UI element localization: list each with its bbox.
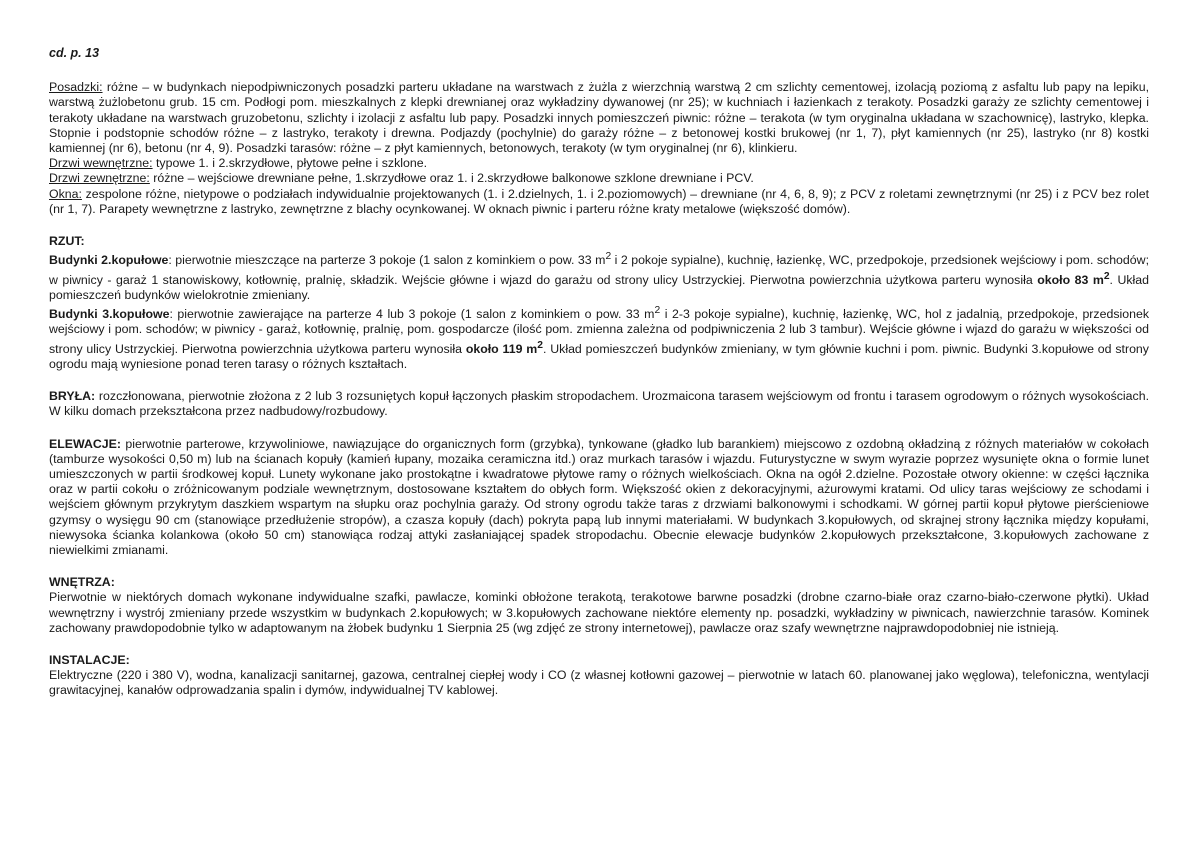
instalacje-paragraph: Elektryczne (220 i 380 V), wodna, kanalizacji sanitarnej, gazowa, centralnej ciepłej wody i CO (z własnej kotłowni gazowej – pierwotnie w latach 60. planowanej jako węglowa), telefoniczna, wentylacji grawitacyjnej, kanałów odprowadzania spalin i dymów, indywidualnej TV kablowej. — [49, 668, 1149, 698]
elewacje-section — [49, 437, 1149, 559]
bryla-text: rozczłonowana, pierwotnie złożona z 2 lub 3 rozsuniętych kopuł łączonych płaskim stropodachem. Urozmaicona tarasem wejściowym od frontu i tarasem ogrodowym o różnych wysokościach. W kilku domach przekształcona przez nadbudowy/rozbudowy. — [49, 389, 1149, 419]
drzwi-wewnetrzne-text: typowe 1. i 2.skrzydłowe, płytowe pełne i szklone. — [152, 156, 428, 171]
wnetrza-section — [49, 575, 1149, 636]
drzwi-wewnetrzne-paragraph — [49, 156, 1149, 171]
drzwi-zewnetrzne-text: różne – wejściowe drewniane pełne, 1.skrzydłowe oraz 1. i 2.skrzydłowe balkonowe szklone drewniane i PCV. — [149, 171, 754, 186]
wnetrza-paragraph: Pierwotnie w niektórych domach wykonane indywidualne szafki, pawlacze, kominki obłożone terakotą, terakotowe barwne posadzki (drobne czarno-białe oraz czarno-biało-czerwone płytki). Układ wewnętrzny i wystrój zmieniany przede wszystkim w budynkach 2.kopułowych; w 3.kopułowych zachowane niektóre elementy np. posadzki, wykładziny w piwnicach, nawierzchnie tarasów. Kominek zachowany prawdopodobnie tylko w adaptowanym na żłobek budynku 1 Sierpnia 25 (wg zdjęć ze strony internetowej), pawlacze oraz szafy wewnętrzne najprawdopodobniej nie istnieją. — [49, 590, 1149, 635]
budynki-3-text-c: . Układ pomieszczeń budynków zmieniany, w tym głównie kuchni i pom. piwnic. Budynki 3.kopułowe od strony ogrodu mają wyniesione ponad teren tarasy o różnych kształtach. — [49, 341, 1149, 371]
budynki-2-text-b: i 2 pokoje sypialne), kuchnię, łazienkę, WC, przedpokoje, przedsionek wejściowy i pom. schodów; w piwnicy - garaż 1 stanowiskowy, kotłownię, pralnię, składzik. Wejście główne i wjazd do garażu od strony ulicy Ustrzyckiej. Pierwotna powierzchnia użytkowa parteru wynosiła — [49, 253, 1149, 287]
budynki-3-label: Budynki 3.kopułowe — [49, 307, 170, 322]
instalacje-section — [49, 653, 1149, 699]
okna-label: Okna: — [49, 186, 82, 201]
elewacje-heading: ELEWACJE: — [49, 436, 122, 451]
bryla-paragraph — [49, 389, 1149, 419]
budynki-3-area: około 119 m — [465, 341, 538, 356]
budynki-3-text-a: : pierwotnie zawierające na parterze 4 lub 3 pokoje (1 salon z kominkiem o pow. 33 m — [169, 307, 655, 322]
rzut-budynki-2-paragraph — [49, 249, 1149, 303]
budynki-2-area: około 83 m — [1037, 272, 1104, 287]
drzwi-zewnetrzne-label: Drzwi zewnętrzne: — [49, 171, 150, 186]
rzut-budynki-3-paragraph — [49, 303, 1149, 372]
budynki-2-label: Budynki 2.kopułowe — [49, 253, 169, 268]
budynki-2-text-a: : pierwotnie mieszczące na parterze 3 pokoje (1 salon z kominkiem o pow. 33 m — [168, 253, 606, 268]
okna-paragraph — [49, 187, 1149, 217]
page-header: cd. p. 13 — [49, 46, 100, 60]
budynki-2-area-sup: 2 — [1103, 270, 1110, 282]
posadzki-paragraph — [49, 80, 1149, 156]
elewacje-paragraph — [49, 437, 1149, 559]
budynki-3-sup: 2 — [654, 305, 661, 317]
rzut-section — [49, 234, 1149, 372]
instalacje-heading: INSTALACJE: — [49, 652, 130, 667]
posadzki-text: różne – w budynkach niepodpiwniczonych posadzki parteru układane na warstwach z żużla z wierzchnią warstwą 2 cm szlichty cementowej, izolacją poziomą z asfaltu lub papy na lepiku, warstwą żużlobetonu grub. 15 cm. Podłogi pom. mieszkalnych z klepki drewnianej oraz wykładziny dywanowej (nr 25); w kuchniach i łazienkach z terakoty. Posadzki garaży ze szlichty cementowej i terakoty układane na warstwach gruzobetonu, szlichty i izolacji z asfaltu lub papy. Posadzki innych pomieszczeń piwnic: różne – terakota (w tym oryginalna układana w szachownicę), lastryko, klepka. Stopnie i podstopnie schodów różne – z lastryko, terakoty i drewna. Podjazdy (pochylnie) do garaży różne – z betonowej kostki brukowej (nr 1, 7), płyt kamiennych (nr 25), lastryko (nr 8) kostki kamiennej (nr 6), betonu (nr 4, 9). Posadzki tarasów: różne – z płyt kamiennych, betonowych, terakoty (w tym oryginalnej (nr 6), klinkieru. — [49, 80, 1149, 156]
okna-text: zespolone różne, nietypowe o podziałach indywidualnie projektowanych (1. i 2.dzielnych, 1. i 2.poziomowych) – drewniane (nr 4, 6, 8, 9); z PCV z roletami zewnętrznymi (nr 25) i z PCV bez rolet (nr 1, 7). Parapety wewnętrzne z lastryko, zewnętrzne z blachy ocynkowanej. W oknach piwnic i parteru różne kraty metalowe (większość domów). — [49, 186, 1149, 216]
posadzki-label: Posadzki: — [49, 80, 103, 95]
drzwi-zewnetrzne-paragraph — [49, 171, 1149, 186]
rzut-heading: RZUT: — [49, 234, 85, 249]
drzwi-wewnetrzne-label: Drzwi wewnętrzne: — [49, 156, 153, 171]
budynki-2-sup: 2 — [605, 251, 612, 263]
materials-section — [49, 80, 1149, 217]
budynki-2-text-c: . Układ pomieszczeń budynków wielokrotnie zmieniany. — [49, 272, 1150, 302]
elewacje-text: pierwotnie parterowe, krzywoliniowe, nawiązujące do organicznych form (grzybka), tynkowane (gładko lub barankiem) miejscowo z ozdobną okładziną z różnych materiałów w cokołach (tamburze wysokości 0,50 m) lub na ścianach kopuły (kamień łupany, mozaika ceramiczna itd.) oraz murkach tarasów i wjazdu. Futurystyczne w swym wyrazie poprzez wysunięte okna o formie lunet umieszczonych w partii środkowej kopuł. Lunety wykonane jako prostokątne i kwadratowe płytowe ramy o różnych wielkościach. Okna na ogół 2.dzielne. Pozostałe otwory okienne: w części łącznika oraz w partii cokołu o zróżnicowanym podziale wewnętrznym, dostosowane kształtem do obłych form. Większość okien z dekoracyjnymi, ażurowymi kratami. Od ulicy taras wejściowy ze schodami i wejściem głównym przykrytym daszkiem wspartym na słupku oraz pochylnia garaży. Od strony ogrodu także taras z drzwiami balkonowymi i schodkami. W górnej partii kopuł płytowe pierścieniowe gzymsy o wysięgu 90 cm (stanowiące przedłużenie stropów), a czasza kopuły (dach) pokryta papą lub innymi materiałami. W budynkach 3.kopułowych, od skrajnej strony łącznika między kopułami, niewysoka ścianka kolankowa (około 50 cm) stanowiąca rodzaj attyki zasłaniającej spadek stropodachu. Obecnie elewacje budynków 2.kopułowych przekształcone, 3.kopułowych zachowane z niewielkimi zmianami. — [49, 436, 1149, 557]
bryla-section — [49, 389, 1149, 419]
budynki-3-text-b: i 2-3 pokoje sypialne), kuchnię, łazienkę, WC, hol z jadalnią, przedpokoje, przedsionek wejściowy i pom. schodów; w piwnicy - garaż, kotłownię, pralnię, pom. gospodarcze (ilość pom. zmienna zależna od podpiwniczenia 2 lub 3 tambur). Wejście główne i wjazd do garażu w większości od strony ulicy Ustrzyckiej. Pierwotna powierzchnia użytkowa parteru wynosiła — [49, 307, 1150, 356]
wnetrza-heading: WNĘTRZA: — [49, 575, 115, 590]
bryla-heading: BRYŁA: — [49, 389, 96, 404]
budynki-3-area-sup: 2 — [537, 339, 543, 351]
